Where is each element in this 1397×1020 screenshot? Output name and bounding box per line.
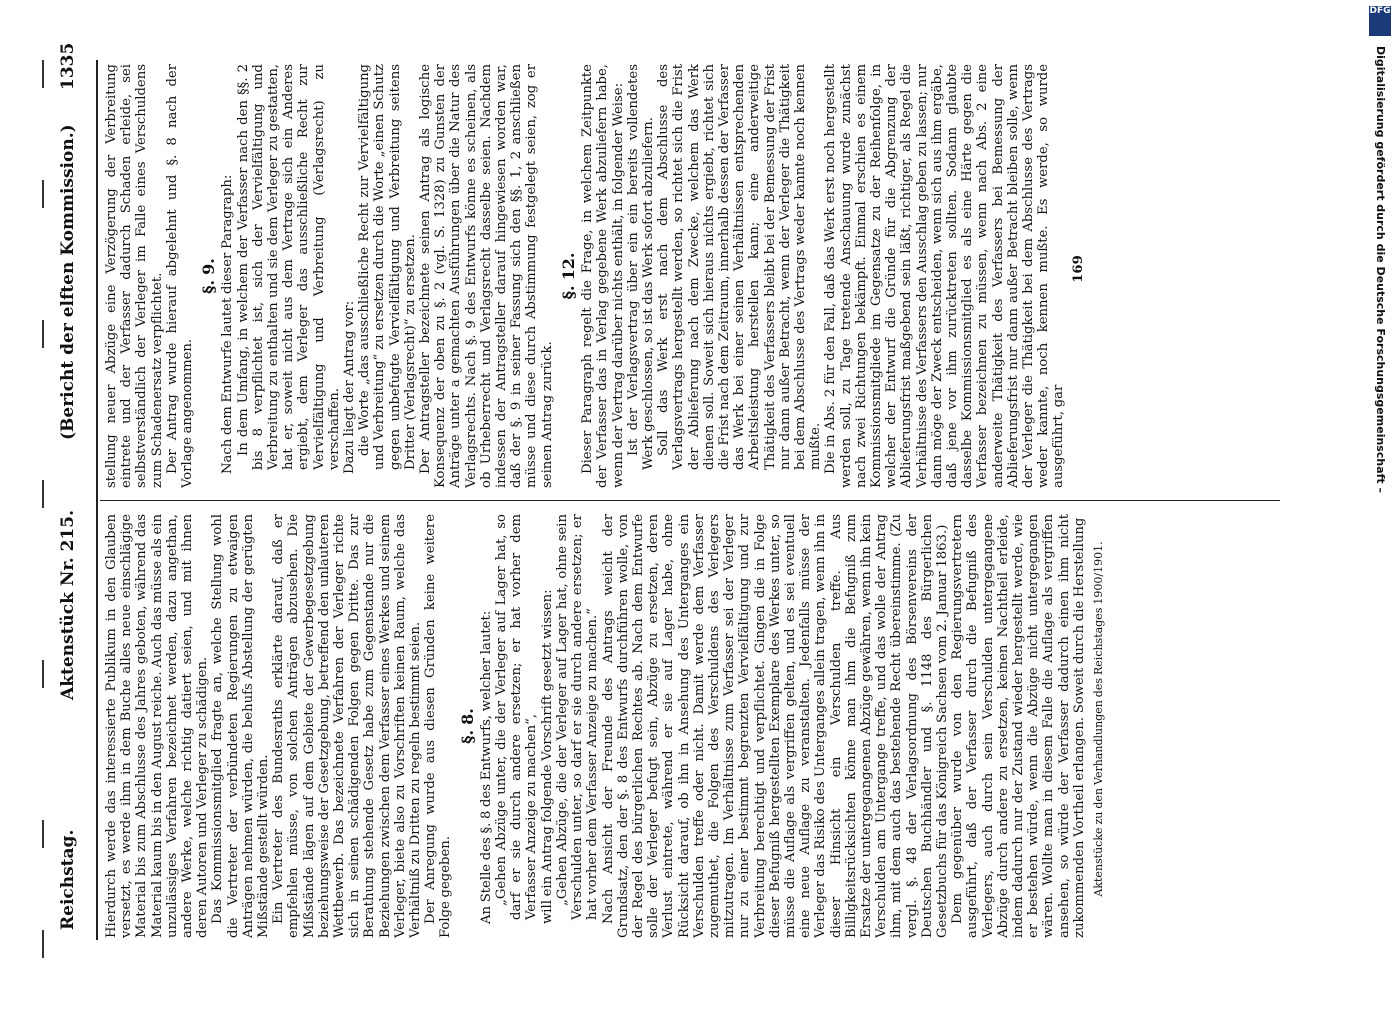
paragraph: Dieser Paragraph regelt die Frage, in welchem Zeitpunkte der Verfasser das in Verlag gegebene Werk abzuliefern habe, wenn der Vertrag darüber nichts enthält, in folgender Weise:	[580, 64, 626, 488]
paragraph: An Stelle des §. 8 des Entwurfs, welcher lautet:	[478, 610, 494, 924]
quote: Soll das Werk erst nach dem Abschlusse des Verlagsvertrags hergestellt werden, so richtet sich die Frist der Ablieferung nach dem Zwecke, welchem das Werk dienen soll. Soweit sich hieraus nichts ergiebt, richtet sich die Frist nach dem Zeitraum, innerhalb dessen der Verfasser das Werk bei einer seinen Verhältnissen entsprechenden Arbeitsleistung herstellen kann; eine anderweitige Thätigkeit des Verfassers bleibt bei der Bemessung der Frist nur dann außer Betracht, wenn der Verleger die Thätigkeit bei dem Abschlusse des Vertrags weder kannte noch kennen mußte.	[656, 64, 824, 470]
section-heading: §. 9.	[199, 258, 219, 294]
header-aktenstueck: Aktenstück Nr. 215.	[58, 509, 78, 700]
paragraph: Nach dem Entwurfe lautet dieser Paragraph:	[220, 174, 236, 474]
section-heading: §. 8.	[457, 708, 477, 744]
paragraph: Hierdurch werde das interessierte Publikum in den Glauben versetzt, es werde ihm in dem Buche alles neue einschlägige Material bis zum Abschlusse des Jahres geboten, während das Material kaum bis in den August reiche. Auch das müsse als ein unzulässiges Verfahren bezeichnet werden, dazu angethan, andere Werke, welche richtig datiert seien, und mit ihnen deren Autoren und Verleger zu schädigen.	[104, 514, 211, 938]
paragraph: Dem gegenüber wurde von den Regierungsvertretern ausgeführt, daß der Verfasser durch die Befugniß des Verlegers, auch durch sein Verschulden untergegangene Abzüge durch andere zu ersetzen, keinen Nachtheil erleide, indem dadurch nur der Zustand wieder hergestellt werde, wie er bestehen würde, wenn die Abzüge nicht untergegangen wären. Wollte man in diesem Falle die Auflage als vergriffen ansehen, so würde der Verfasser dadurch einen ihm nicht zukommenden Vortheil erlangen. Soweit durch die Herstellung	[950, 514, 1087, 938]
header-page-number: 1335	[58, 42, 78, 90]
left-column	[104, 514, 1299, 938]
paragraph: Nach Ansicht der Freunde des Antrags weicht der Grundsatz, den der §. 8 des Entwurfs durchführen wolle, von der Regel des bürgerlichen Rechtes ab. Nach dem Entwurfe solle der Verleger befugt sein, Abzüge zu ersetzen, deren Verlust eintrete, während er sie auf Lager habe, ohne Rücksicht darauf, ob ihn in Ansehung des Unterganges ein Verschulden treffe oder nicht. Damit werde dem Verfasser zugemuthet, die Folgen des Verschuldens des Verlegers mitzutragen. Im Verhältnisse zum Verfasser sei der Verleger nur zu einer bestimmt begrenzten Vervielfältigung und zur Verbreitung berechtigt und verpflichtet. Gingen die in Folge dieser Befugniß hergestellten Exemplare des Werkes unter, so müsse die Auflage als vergriffen gelten, und es sei eventuell eine neue Auflage zu veranstalten. Jedenfalls müsse der Verleger das Risiko des Unterganges allein tragen, wenn ihn in dieser Hinsicht ein Verschulden treffe. Aus Billigkeitsrücksichten könne man ihm die Befugniß zum Ersatze der untergegangenen Abzüge gewähren, wenn ihn kein Verschulden am Untergange treffe, und das wolle der Antrag ihm, mit dem auch das bestehende Recht übereinstimme. (Zu vergl. §. 48 der Verlagsordnung des Börsenvereins der Deutschen Buchhändler und §. 1148 des Bürgerlichen Gesetzbuchs für das Königreich Sachsen vom 2. Januar 1863.)	[600, 514, 950, 938]
paragraph: stellung neuer Abzüge eine Verzögerung der Verbreitung eintrete und der Verfasser dadurch Schaden erleide, sei selbstverständlich der Verleger im Falle eines Verschuldens zum Schadenersatz verpflichtet.	[104, 64, 165, 488]
quote: „Gehen Abzüge, die der Verleger auf Lager hat, ohne sein Verschulden unter, so darf er sie durch andere ersetzen; er hat vorher dem Verfasser Anzeige zu machen.“	[554, 514, 601, 920]
header-reichstag: Reichstag.	[58, 829, 78, 930]
dfg-stamp-text: Digitalisierung gefördert durch die Deutsche Forschungsgemeinschaft –	[1374, 46, 1387, 493]
dfg-logo: DFG	[1369, 6, 1391, 36]
paragraph: Der Antragsteller bezeichnete seinen Antrag als logische Konsequenz der oben zu §. 2 (vgl. S. 1328) zu Gunsten der Anträge unter a gemachten Ausführungen über die Natur des Verlagsrechts. Nach §. 9 des Entwurfs könne es scheinen, als ob Urheberrecht und Verlagsrecht dasselbe seien. Nachdem indessen der Antragsteller darauf hingewiesen worden war, daß der §. 9 in seiner Fassung sich den §§. 1, 2 anschließen müsse und diese durch Abstimmung festgelegt seien, zog er seinen Antrag zurück.	[418, 64, 555, 488]
quote: „Gehen Abzüge unter, die der Verleger auf Lager hat, so darf er sie durch andere ersetzen; er hat vorher dem Verfasser Anzeige zu machen“,	[494, 514, 540, 920]
footer-note: Aktenstücke zu den Verhandlungen des Reichstages 1900/1901.	[1092, 541, 1105, 897]
paragraph: Dazu liegt der Antrag vor:	[342, 300, 358, 474]
quote: Ist der Verlagsvertrag über ein ein bereits vollendetes Werk geschlossen, so ist das Werk sofort abzuliefern.	[625, 64, 656, 470]
page-number-bottom: 169	[1070, 255, 1086, 283]
scan-margin-marks	[42, 60, 48, 960]
quote: die Worte „das ausschließliche Recht zur Vervielfältigung und Verbreitung“ zu ersetzen durch die Worte „einen Schutz gegen unbefugte Vervielfältigung und Verbreitung seitens Dritter (Verlagsrecht)“ zu ersetzen.	[357, 64, 418, 470]
paragraph: Das Kommissionsmitglied fragte an, welche Stellung wohl die Vertreter der verbündeten Regierungen zu etwaigen Anträgen nehmen würden, die behufs Abstellung der gerügten Mißstände gestellt würden.	[210, 514, 272, 938]
paragraph: Ein Vertreter des Bundesraths erklärte darauf, daß er empfehlen müsse, von solchen Anträgen abzusehen. Die Mißstände lägen auf dem Gebiete der Gewerbegesetzgebung beziehungsweise der Gesetzgebung, betreffend den unlauteren Wettbewerb. Das bezeichnete Verfahren der Verleger richte sich in seinen schädigenden Folgen gegen Dritte. Das zur Berathung stehende Gesetz habe zum Gegenstande nur die Beziehungen zwischen dem Verfasser eines Werkes und seinem Verleger, biete also zu Vorschriften keinen Raum, welche das Verhältniß zu Dritten zu regeln bestimmt seien.	[271, 514, 424, 938]
column-divider	[100, 500, 1280, 501]
paragraph: Die in Abs. 2 für den Fall, daß das Werk erst noch hergestellt werden soll, zu Tage tretende Anschauung wurde zunächst nach zwei Richtungen bekämpft. Einmal erschien es einem Kommissionsmitgliede im Gegensatze zu der Reihenfolge, in welcher der Entwurf die Gründe für die Abgrenzung der Ablieferungsfrist maßgebend sein läßt, richtiger, als Regel die Verhältnisse des Verfassers den Ausschlag geben zu lassen; nur dann möge der Zweck entscheiden, wenn sich aus ihm ergäbe, daß jene vor ihm zurücktreten sollten. Sodann glaubte dasselbe Kommissionsmitglied es als eine Härte gegen die Verfasser bezeichnen zu müssen, wenn nach Abs. 2 eine anderweite Thätigkeit des Verfassers bei Bemessung der Ablieferungsfrist nur dann außer Betracht bleiben solle, wenn der Verleger die Thätigkeit bei dem Abschlusse des Vertrags weder kannte, noch kennen mußte. Es werde, so wurde ausgeführt, gar	[823, 64, 1067, 488]
paragraph: Der Antrag wurde hierauf abgelehnt und §. 8 nach der Vorlage angenommen.	[164, 64, 196, 488]
header-bericht: (Bericht der elften Kommission.)	[58, 124, 78, 440]
section-heading: §. 12.	[558, 252, 578, 300]
right-column	[104, 64, 1299, 488]
paragraph: will ein Antrag folgende Vorschrift gesetzt wissen:	[539, 589, 555, 924]
page-header-top	[58, 0, 92, 1000]
quote: In dem Umfang, in welchem der Verfasser nach den §§. 2 bis 8 verpflichtet ist, sich der Vervielfältigung und Verbreitung zu enthalten und sie dem Verleger zu gestatten, hat er, soweit nicht aus dem Vertrage sich ein Anderes ergiebt, dem Verleger das ausschließliche Recht zur Vervielfältigung und Verbreitung (Verlagsrecht) zu verschaffen.	[235, 64, 342, 470]
dfg-stamp	[1369, 6, 1391, 980]
paragraph: Der Anregung wurde aus diesen Gründen keine weitere Folge gegeben.	[423, 514, 454, 938]
header-rule	[96, 60, 98, 940]
